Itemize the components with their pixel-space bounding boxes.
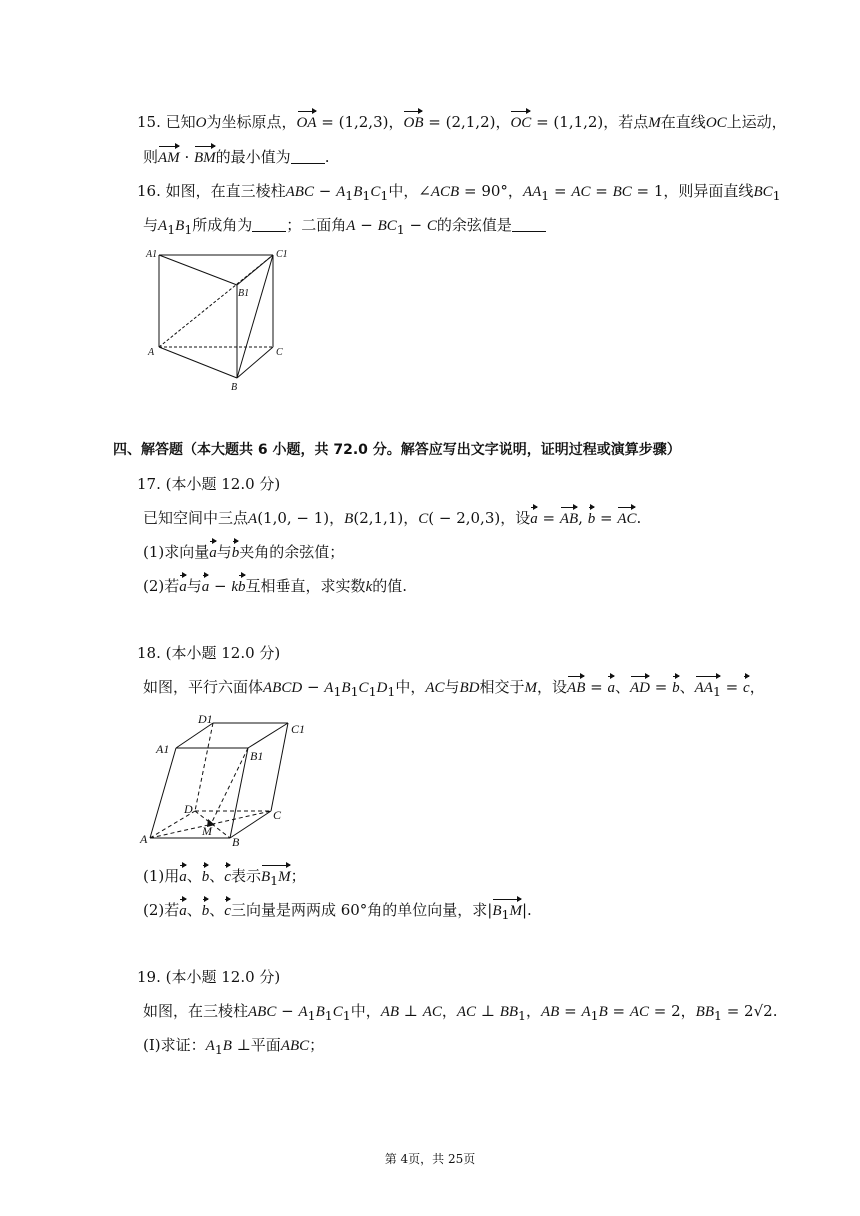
page-footer: 第 4页，共 25页 (384, 1152, 476, 1166)
q19-header: 19. (本小题 12.0 分) (137, 968, 281, 986)
q16-prism-figure (140, 245, 290, 395)
q18-label-b1: B1 (250, 749, 264, 763)
q18-label-a: A (140, 832, 148, 846)
q16-label-c1: C1 (276, 249, 288, 260)
q16-label-b: B (231, 382, 238, 393)
q18-parallelepiped-figure (138, 705, 318, 855)
q17-line-2: (1)求向量a与b夹角的余弦值； (143, 543, 345, 561)
q18-line-3: (2)若a、b、c三向量是两两成 60°角的单位向量，求$|B_1M|$. (143, 900, 532, 925)
q19-line-2: (Ⅰ)求证：$A_1B$ ⊥平面ABC； (143, 1036, 325, 1057)
q18-label-b: B (232, 835, 240, 849)
q16-line-1: 16. 如图，在直三棱柱ABC − $A_1B_1C_1$中，∠ACB = 90°，$AA_1$ = AC = BC = 1，则异面直线$BC_1$ (137, 182, 781, 203)
section-4-title: 四、解答题（本大题共 6 小题，共 72.0 分。解答应写出文字说明，证明过程或演算步骤） (113, 442, 681, 458)
q19-line-1: 如图，在三棱柱ABC − $A_1B_1C_1$中，AB ⊥ AC，AC ⊥ $BB_1$，AB = $A_1B$ = AC = 2，$BB_1 = 2√2$. (143, 1002, 778, 1023)
q18-label-m: M (202, 824, 212, 838)
q18-label-d: D (184, 802, 193, 816)
q16-label-a: A (148, 347, 155, 358)
q15-line-1: 15. 已知O为坐标原点，OA = (1,2,3)，OB = (2,1,2)，OC = (1,1,2)，若点M在直线OC上运动， (137, 113, 787, 131)
q18-header: 18. (本小题 12.0 分) (137, 644, 281, 662)
q17-header: 17. (本小题 12.0 分) (137, 475, 281, 493)
q18-label-d1: D1 (198, 712, 213, 726)
q16-line-2: 与$A_1B_1$所成角为 ；二面角$A - BC_1 - C$的余弦值是 (143, 215, 546, 240)
q17-line-3: (2)若a与a − kb互相垂直，求实数k的值. (143, 577, 408, 595)
q17-line-1: 已知空间中三点A(1,0, − 1)，B(2,1,1)，C( − 2,0,3)，设a = AB, b = AC. (143, 509, 642, 527)
q16-label-a1: A1 (146, 249, 158, 260)
q16-label-b1: B1 (238, 288, 250, 299)
q16-label-c: C (276, 347, 283, 358)
q18-label-c1: C1 (291, 722, 306, 736)
q18-label-a1: A1 (156, 742, 170, 756)
q15-line-2: 则AM · BM的最小值为 . (143, 148, 330, 166)
q18-label-c: C (273, 808, 282, 822)
q18-line-2: (1)用a、b、c表示$B_1M$； (143, 866, 306, 891)
q18-line-1: 如图，平行六面体ABCD − $A_1B_1C_1D_1$中，AC与BD相交于M，设AB = a、AD = b、$AA_1 = c$， (143, 677, 765, 702)
